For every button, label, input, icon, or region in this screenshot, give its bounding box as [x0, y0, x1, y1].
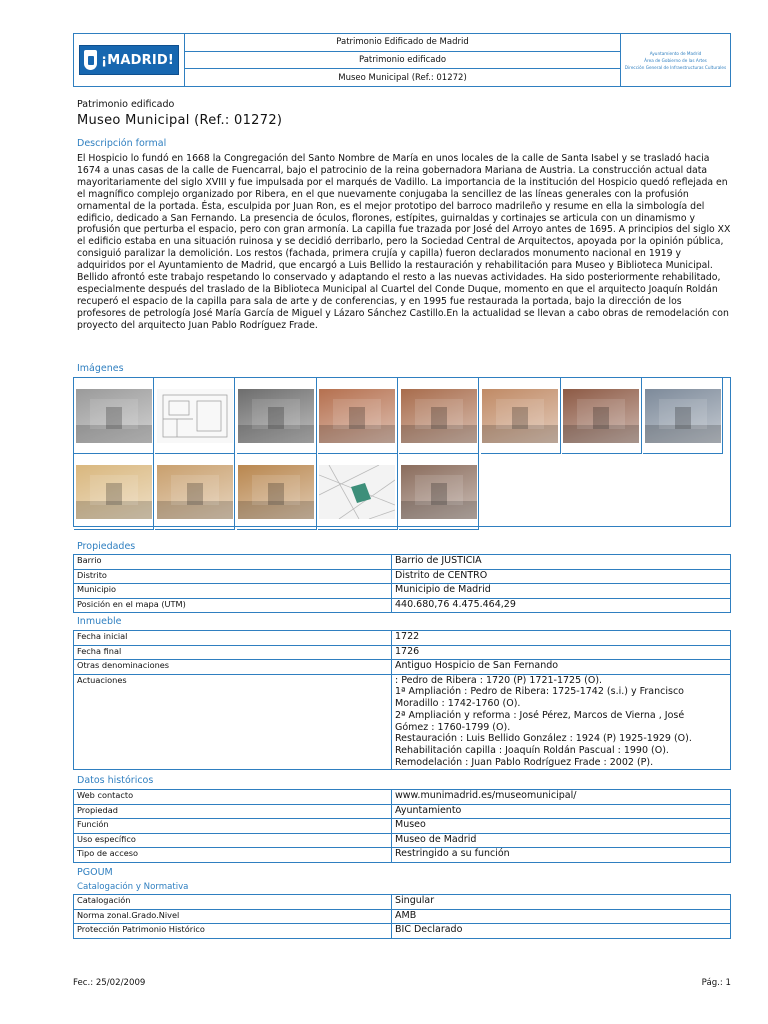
table-row [74, 790, 731, 805]
table-row [74, 660, 731, 675]
image-thumbnail[interactable] [155, 454, 235, 530]
section-propiedades: Propiedades [77, 541, 136, 552]
table-row [74, 674, 731, 769]
image-thumbnail[interactable] [237, 378, 317, 454]
field-label: Barrio [74, 555, 392, 570]
table-row [74, 819, 731, 834]
field-value: Ayuntamiento [392, 804, 731, 819]
table-row [74, 909, 731, 924]
field-label: Propiedad [74, 804, 392, 819]
header-titles [185, 34, 621, 86]
actuacion-line: Moradillo : 1742-1760 (O). [395, 698, 521, 710]
portal-detail-photo [401, 389, 477, 443]
header-row-2: Patrimonio edificado [185, 52, 620, 70]
actuacion-line: Remodelación : Juan Pablo Rodríguez Frade : 2002 (P). [395, 757, 654, 769]
field-label: Protección Patrimonio Histórico [74, 924, 392, 939]
actuacion-line: Restauración : Luis Bellido González : 1924 (P) 1925-1929 (O). [395, 733, 692, 745]
location-map [319, 465, 395, 519]
field-label: Tipo de acceso [74, 848, 392, 863]
ornament-detail-photo [482, 389, 558, 443]
aerial-photo [401, 465, 477, 519]
field-value: Singular [392, 895, 731, 910]
field-value: BIC Declarado [392, 924, 731, 939]
field-label: Actuaciones [74, 674, 392, 769]
field-value: Museo [392, 819, 731, 834]
datos-table [73, 789, 731, 863]
table-row [74, 804, 731, 819]
field-value: Museo de Madrid [392, 833, 731, 848]
page-subtitle: Patrimonio edificado [77, 99, 175, 110]
catalogacion-table [73, 894, 731, 939]
building-exterior-photo [645, 389, 721, 443]
field-label: Posición en el mapa (UTM) [74, 598, 392, 613]
inmueble-table [73, 630, 731, 770]
description-text: El Hospicio lo fundó en 1668 la Congregación del Santo Nombre de María en unos locales de la calle de Santa Isabel y se trasladó hacia 1674 a unas casas de la calle de Fuencarral, bajo el patrocinio de la reina gobernadora Mariana de Austria. La construcción actual data mayoritariamente del siglo XVIII y fue impulsada por el marqués de Vadillo. La importancia de la institución del Hospicio quedó reflejada en el magnífico complejo organizado por Ribera, en el que nuevamente conjugaba la sencillez de las líneas generales con la profusión ornamental de la portada. Ésta, esculpida por Juan Ron, es el mejor prototipo del barroco madrileño y resume en ella la simbología del edificio, dedicado a San Fernando. La presencia de óculos, florones, estípites, guirnaldas y cortinajes se articula con un dinamismo y profusión que perturba el espacio, pero con gran armonía. La capilla fue trazada por José del Arroyo antes de 1695. A principios del siglo XX el edificio estaba en una situación ruinosa y se decidió derribarlo, pero la Sociedad Central de Arquitectos, apoyada por la opinión pública, consiguió paralizar la demolición. Los restos (fachada, primera crujía y capilla) fueron declarados monumento nacional en 1919 y adquiridos por el Ayuntamiento de Madrid, que encargó a Luis Bellido la restauración y rehabilitación para Museo y Biblioteca Municipal. Bellido afrontó este trabajo respetando lo conservado y adaptando el resto a las nuevas actividades. Ha sido posteriormente rehabilitado, especialmente después del traslado de la Biblioteca Municipal al Cuartel del Conde Duque, momento en que el arquitecto Joaquín Roldán recuperó el espacio de la capilla para sala de arte y de conferencias, y en 1995 fue restaurada la portada, bajo la dirección de los profesores de petrología José María García de Miguel y Lázaro Sánchez Castillo.En la actualidad se llevan a cabo obras de remodelación con proyecto del arquitecto Juan Pablo Rodríguez Frade. [77, 153, 731, 331]
field-label: Uso específico [74, 833, 392, 848]
field-value: Distrito de CENTRO [392, 569, 731, 584]
table-row [74, 555, 731, 570]
propiedades-table [73, 554, 731, 613]
actuacion-line: 1ª Ampliación : Pedro de Ribera: 1725-1742 (s.i.) y Francisco [395, 686, 684, 698]
image-thumbnail[interactable] [74, 454, 154, 530]
baroque-portal-photo [319, 389, 395, 443]
madrid-logo[interactable] [79, 45, 179, 75]
field-label: Web contacto [74, 790, 392, 805]
actuacion-line: Gómez : 1760-1799 (O). [395, 721, 511, 733]
table-row [74, 895, 731, 910]
actuaciones-list [392, 674, 731, 769]
header-row-1: Patrimonio Edificado de Madrid [185, 34, 620, 52]
field-label: Fecha inicial [74, 631, 392, 646]
field-value: 1722 [392, 631, 731, 646]
org-line-2: Área de Gobierno de las Artes [644, 57, 707, 63]
image-thumbnail[interactable] [155, 378, 235, 454]
portal-bw-photo [238, 389, 314, 443]
field-value: Municipio de Madrid [392, 584, 731, 599]
field-value: Restringido a su función [392, 848, 731, 863]
footer-page: Pág.: 1 [701, 978, 731, 988]
image-thumbnail[interactable] [481, 378, 561, 454]
table-row [74, 631, 731, 646]
furniture-room-photo [157, 465, 233, 519]
logo-cell [74, 34, 185, 86]
image-thumbnail[interactable] [74, 378, 154, 454]
page-title: Museo Municipal (Ref.: 01272) [77, 113, 283, 128]
actuacion-line: 2ª Ampliación y reforma : José Pérez, Marcos de Vierna , José [395, 709, 685, 721]
section-inmueble: Inmueble [77, 616, 122, 627]
field-label: Distrito [74, 569, 392, 584]
gallery-room-photo [76, 465, 152, 519]
section-datos: Datos históricos [77, 775, 154, 786]
table-row [74, 833, 731, 848]
field-value: Antiguo Hospicio de San Fernando [392, 660, 731, 675]
field-value[interactable]: www.munimadrid.es/museomunicipal/ [392, 790, 731, 805]
image-thumbnail[interactable] [237, 454, 317, 530]
image-thumbnail[interactable] [399, 378, 479, 454]
desk-room-photo [238, 465, 314, 519]
field-label: Municipio [74, 584, 392, 599]
document-header [73, 33, 731, 87]
field-value: AMB [392, 909, 731, 924]
field-label: Norma zonal.Grado.Nivel [74, 909, 392, 924]
org-info [621, 34, 730, 86]
footer-date: Fec.: 25/02/2009 [73, 978, 146, 988]
table-row [74, 924, 731, 939]
field-label: Catalogación [74, 895, 392, 910]
shield-icon [84, 50, 97, 70]
field-label: Fecha final [74, 645, 392, 660]
actuacion-line: : Pedro de Ribera : 1720 (P) 1721-1725 (O). [395, 674, 603, 686]
image-thumbnail[interactable] [399, 454, 479, 530]
header-row-3: Museo Municipal (Ref.: 01272) [338, 72, 467, 83]
org-line-3: Dirección General de Infraestructuras Culturales [624, 64, 727, 70]
field-value: Barrio de JUSTICIA [392, 555, 731, 570]
table-row [74, 584, 731, 599]
field-value: 440.680,76 4.475.464,29 [392, 598, 731, 613]
image-thumbnail[interactable] [643, 378, 723, 454]
image-thumbnail[interactable] [562, 378, 642, 454]
floor-plan-drawing [157, 389, 233, 443]
image-thumbnail[interactable] [318, 454, 398, 530]
image-thumbnail[interactable] [318, 378, 398, 454]
image-gallery [73, 377, 731, 527]
org-line-1: Ayuntamiento de Madrid [649, 50, 702, 56]
field-label: Otras denominaciones [74, 660, 392, 675]
table-row [74, 598, 731, 613]
section-catalogacion: Catalogación y Normativa [77, 882, 189, 892]
section-descripcion: Descripción formal [77, 138, 167, 149]
table-row [74, 645, 731, 660]
section-imagenes: Imágenes [77, 363, 124, 374]
actuacion-line: Rehabilitación capilla : Joaquín Roldán Pascual : 1990 (O). [395, 745, 669, 757]
street-facade-photo [563, 389, 639, 443]
bw-facade-photo [76, 389, 152, 443]
field-label: Función [74, 819, 392, 834]
logo-text: ¡MADRID! [101, 52, 174, 68]
section-pgoum: PGOUM [77, 867, 113, 878]
table-row [74, 848, 731, 863]
field-value: 1726 [392, 645, 731, 660]
table-row [74, 569, 731, 584]
